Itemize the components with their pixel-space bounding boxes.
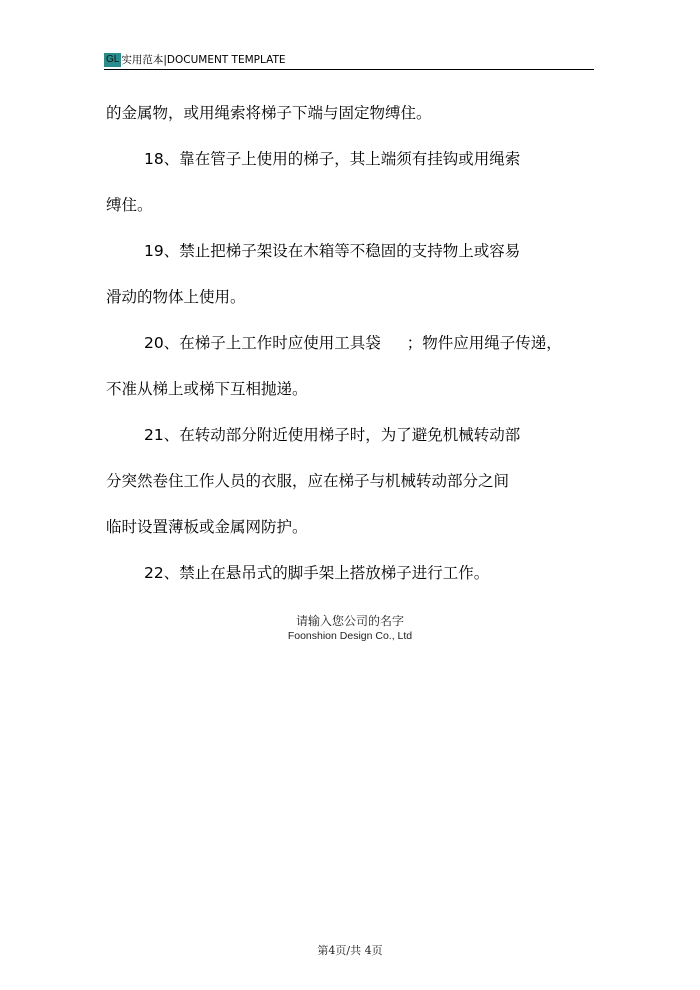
body-line-9: 分突然卷住工作人员的衣服，应在梯子与机械转动部分之间 (106, 472, 510, 490)
logo-badge: GL (106, 54, 120, 65)
header-separator: | (163, 54, 167, 66)
company-name-en: Foonshion Design Co., Ltd (287, 630, 413, 642)
page-number: 第4页/共 4页 (317, 944, 383, 957)
body-line-7: 不准从梯上或梯下互相抛递。 (106, 380, 308, 398)
body-line-8: 21、在转动部分附近使用梯子时，为了避免机械转动部 (144, 426, 521, 444)
page-header (104, 52, 286, 68)
body-line-6b: ；物件应用绳子传递， (406, 334, 562, 352)
body-line-2: 18、靠在管子上使用的梯子，其上端须有挂钩或用绳索 (144, 150, 521, 168)
body-line-3: 缚住。 (106, 196, 153, 214)
header-title: 实用范本 (121, 54, 164, 66)
company-name-cn: 请输入您公司的名字 (295, 614, 404, 628)
body-line-4: 19、禁止把梯子架设在木箱等不稳固的支持物上或容易 (144, 242, 521, 260)
body-line-10: 临时设置薄板或金属网防护。 (106, 518, 308, 536)
body-line-5: 滑动的物体上使用。 (106, 288, 246, 306)
body-line-1: 的金属物，或用绳索将梯子下端与固定物缚住。 (106, 104, 432, 122)
body-line-6 (106, 320, 596, 366)
header-rule (104, 69, 594, 70)
header-subtitle: DOCUMENT TEMPLATE (166, 54, 286, 66)
document-body (106, 90, 596, 596)
body-line-6a: 20、在梯子上工作时应使用工具袋 (144, 334, 381, 352)
body-line-11: 22、禁止在悬吊式的脚手架上搭放梯子进行工作。 (144, 564, 490, 582)
